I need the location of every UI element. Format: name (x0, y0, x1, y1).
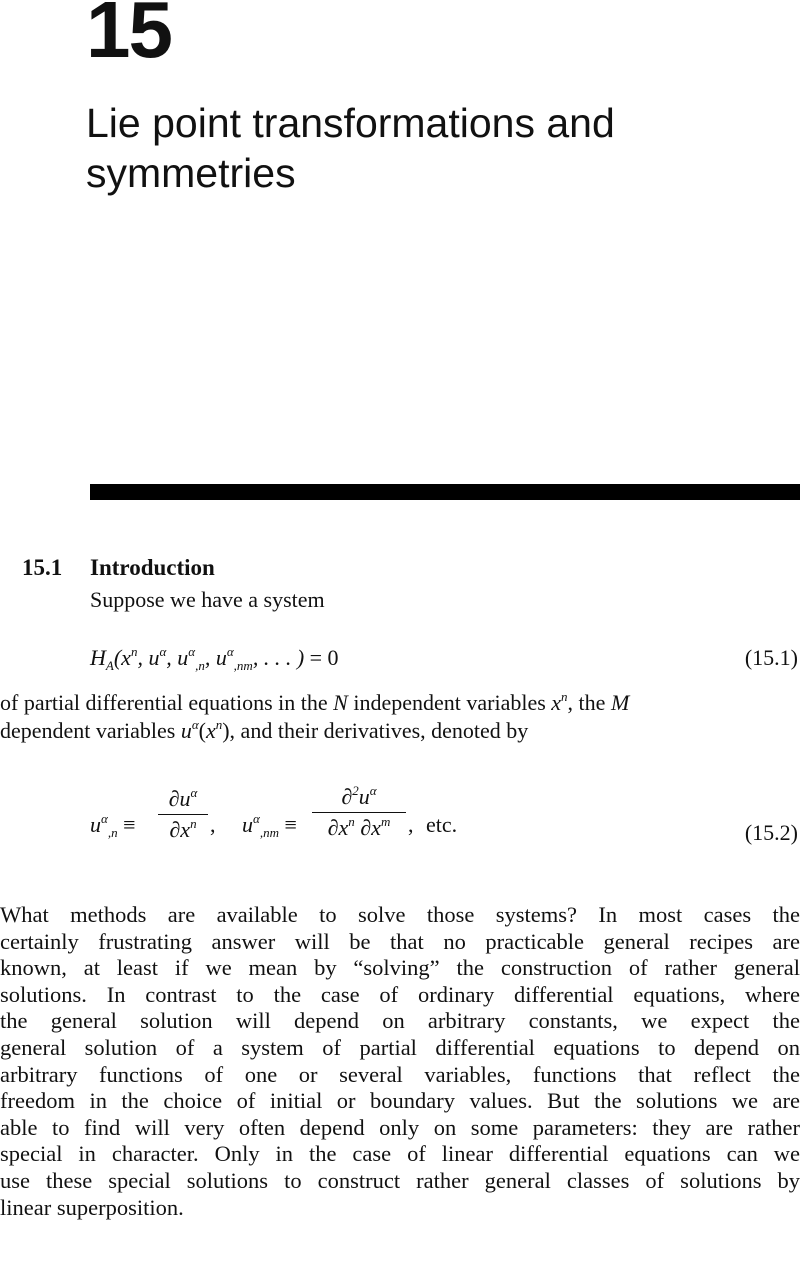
paragraph-2-line: general solution of a system of partial differential equations to depend on (0, 1034, 800, 1060)
paragraph-2-line: known, at least if we mean by “solving” the construction of rather general (0, 955, 800, 981)
paragraph-2-line: certainly frustrating answer will be that no practicable general recipes are (0, 928, 800, 954)
intro-sentence: Suppose we have a system (90, 587, 325, 612)
paragraph-2-line: the general solution will depend on arbitrary constants, we expect the (0, 1008, 800, 1034)
paragraph-2-line: linear superposition. (0, 1194, 184, 1220)
paragraph-2-line: able to find will very often depend only on some parameters: they are rather (0, 1114, 800, 1140)
section-title: Introduction (90, 555, 215, 580)
paragraph-2-line: use these special solutions to construct rather general classes of solutions by (0, 1167, 800, 1193)
paragraph-2-line: freedom in the choice of initial or boundary values. But the solutions we are (0, 1088, 800, 1114)
paragraph-2 (0, 902, 800, 1221)
chapter-title-line-1: Lie point transformations and (86, 100, 615, 146)
chapter-title (86, 98, 615, 198)
paragraph-2-line: solutions. In contrast to the case of ordinary differential equations, where (0, 981, 800, 1007)
paragraph-2-line: What methods are available to solve those systems? In most cases the (0, 902, 800, 927)
paragraph-2-line: special in character. Only in the case of linear differential equations can we (0, 1141, 800, 1167)
equation-number-15-2: (15.2) (744, 820, 798, 845)
chapter-number: 15 (86, 0, 171, 74)
etc-label: etc. (426, 812, 458, 837)
chapter-title-line-2: symmetries (86, 150, 296, 196)
equation-15-1: $H_A(x^n$, $u^\alpha$, $u^\alpha_{,n}$, $u^\alpha_{,nm}$, . . . ) = 0 (90, 644, 339, 673)
equation-number-15-1: (15.1) (744, 645, 798, 670)
paragraph-2-line: arbitrary functions of one or several variables, functions that reflect the (0, 1061, 800, 1087)
paragraph-1-line-1: of partial differential equations in the N independent variables $x^n$, the M (0, 689, 630, 715)
paragraph-1-line-2: dependent variables $u^\alpha(x^n)$, and their derivatives, denoted by (0, 717, 529, 743)
section-number: 15.1 (22, 555, 63, 580)
chapter-divider-rule (90, 484, 800, 500)
equation-15-2: $u^\alpha_{,n}$ ≡ $\partial u^\alpha$ $\partial x^n$ , $u^\alpha_{,nm}$ ≡ $\partial^2u^\alpha$ $\partial x^n$ $\partial x^m$ , etc. (90, 783, 458, 842)
